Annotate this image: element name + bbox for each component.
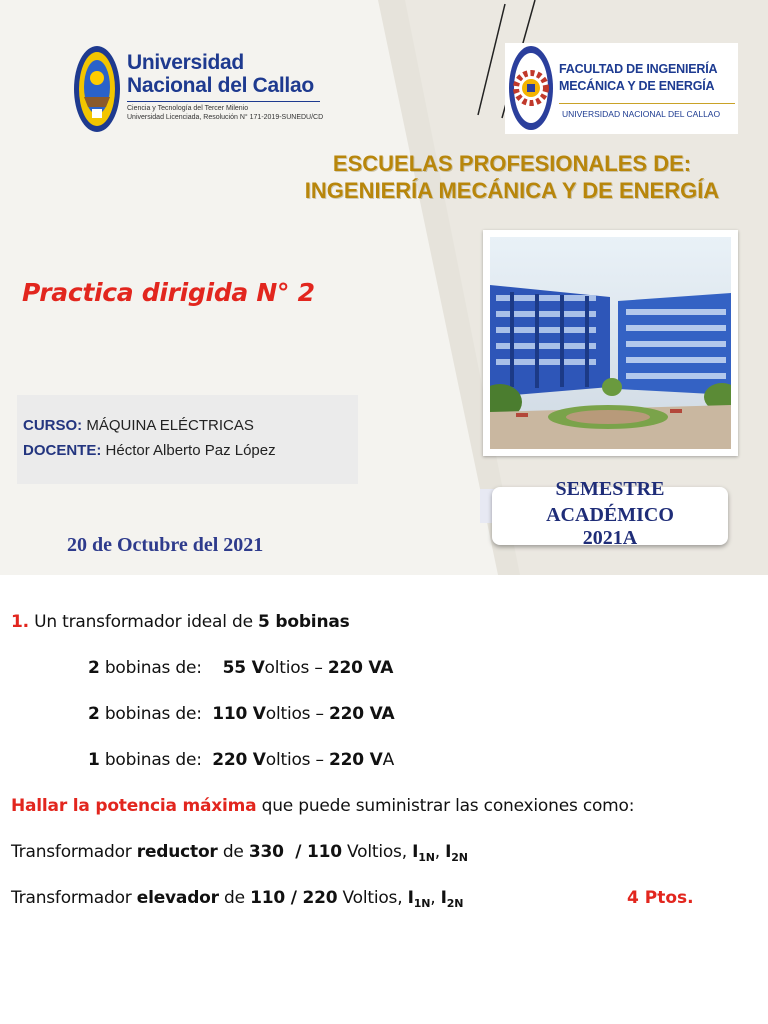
case-ratio: 110 / 220 — [250, 888, 338, 908]
unac-name-line1: Universidad — [127, 51, 244, 74]
case-pre: Transformador — [11, 842, 137, 862]
current-i1: I — [407, 888, 414, 908]
escuelas-heading-line2: INGENIERÍA MECÁNICA Y DE ENERGÍA — [304, 178, 720, 203]
coil-rest: oltios – — [265, 750, 330, 770]
points-label: 4 Ptos. — [627, 888, 694, 908]
coil-count: 2 — [88, 658, 100, 678]
escuelas-heading-line1: ESCUELAS PROFESIONALES DE: — [332, 151, 692, 176]
case-ratio: 330 / 110 — [248, 842, 342, 862]
coil-va: 220 VA — [327, 658, 394, 678]
case-mid: de — [218, 888, 251, 908]
coil-va: 220 VA — [329, 704, 395, 724]
case-post: Voltios, — [337, 888, 408, 908]
fime-subtitle: UNIVERSIDAD NACIONAL DEL CALLAO — [562, 109, 721, 119]
question-rest: que puede suministrar las conexiones como: — [256, 796, 635, 816]
course-info-box — [17, 395, 358, 484]
semestre-box — [492, 478, 728, 549]
unac-license: Universidad Licenciada, Resolución N° 171-2019-SUNEDU/CD — [127, 114, 324, 121]
coil-text: bobinas de: — [99, 658, 223, 678]
current-i1-sub: 1N — [418, 851, 435, 864]
unac-seal-logo — [73, 45, 121, 133]
coil-count: 2 — [88, 704, 100, 724]
coil-spec-2 — [88, 704, 394, 724]
case-post: Voltios, — [341, 842, 413, 862]
fime-logo-box — [505, 43, 738, 134]
semestre-line3: 2021A — [582, 527, 638, 549]
curso-value: MÁQUINA ELÉCTRICAS — [86, 417, 254, 434]
problem-intro-bold: 5 bobinas — [258, 612, 350, 632]
case-type: reductor — [136, 842, 218, 862]
current-i1: I — [412, 842, 419, 862]
coil-va-plain: A — [382, 750, 395, 770]
unac-tagline: Ciencia y Tecnología del Tercer Milenio — [127, 105, 249, 112]
question-highlight: Hallar la potencia máxima — [11, 796, 257, 816]
case-pre: Transformador — [11, 888, 137, 908]
fime-title-line1: FACULTAD DE INGENIERÍA — [559, 62, 718, 76]
coil-volts: 55 V — [222, 658, 265, 678]
coil-va-bold: 220 V — [329, 750, 383, 770]
fime-title-line2: MECÁNICA Y DE ENERGÍA — [559, 79, 715, 93]
coil-volts: 220 V — [212, 750, 266, 770]
coil-text: bobinas de: — [99, 750, 213, 770]
coil-count: 1 — [88, 750, 100, 770]
course-line — [23, 417, 254, 434]
problem-intro — [11, 612, 350, 632]
case-sep: , — [434, 842, 446, 862]
case-sep: , — [430, 888, 441, 908]
fime-seal-logo — [508, 45, 554, 132]
case-reductor — [11, 842, 468, 864]
docente-label: DOCENTE: — [23, 442, 102, 459]
problem-question — [11, 796, 634, 816]
date-text: 20 de Octubre del 2021 — [67, 534, 264, 556]
unac-name-line2: Nacional del Callao — [127, 74, 314, 97]
fime-divider — [559, 103, 735, 104]
curso-label: CURSO: — [23, 417, 83, 434]
current-i2: I — [445, 842, 452, 862]
problem-intro-text: Un transformador ideal de — [34, 612, 259, 632]
coil-spec-1 — [88, 658, 393, 678]
campus-photo — [483, 230, 738, 456]
coil-rest: oltios – — [265, 704, 330, 724]
case-mid: de — [217, 842, 249, 862]
coil-rest: oltios – — [264, 658, 328, 678]
semestre-line2: ACADÉMICO — [546, 504, 674, 526]
coil-spec-3 — [88, 750, 394, 770]
unac-divider — [127, 101, 320, 102]
semestre-line1: SEMESTRE — [555, 478, 665, 500]
case-type: elevador — [136, 888, 219, 908]
campus-illustration — [490, 237, 731, 449]
current-i2-sub: 2N — [446, 897, 464, 910]
current-i2-sub: 2N — [451, 851, 468, 864]
current-i2: I — [440, 888, 447, 908]
page-title: Practica dirigida N° 2 — [22, 278, 315, 307]
coil-text: bobinas de: — [99, 704, 213, 724]
problem-number: 1. — [11, 612, 29, 632]
case-elevador — [11, 888, 463, 910]
current-i1-sub: 1N — [413, 897, 431, 910]
docente-value: Héctor Alberto Paz López — [105, 442, 276, 459]
coil-volts: 110 V — [212, 704, 266, 724]
docente-line — [23, 442, 276, 459]
